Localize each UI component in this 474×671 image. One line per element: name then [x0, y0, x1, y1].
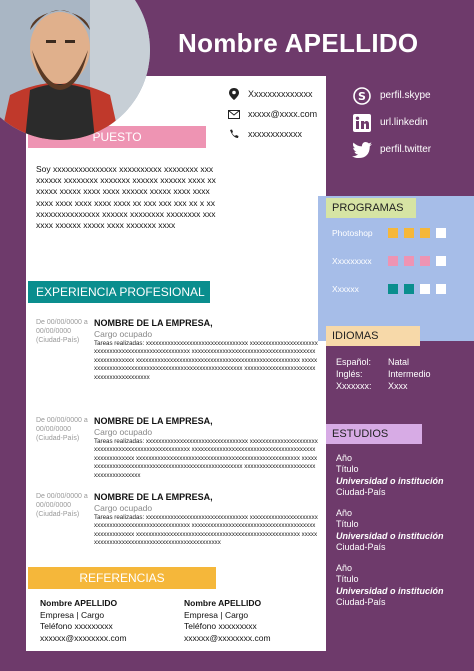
- contact-phone-text: Xxxxxxxxxxxxxx: [248, 89, 313, 99]
- experience-heading: EXPERIENCIA PROFESIONAL: [28, 281, 210, 303]
- skill-dot-filled: [388, 256, 398, 266]
- language-level: Natal: [388, 357, 410, 367]
- reference-name: Nombre APELLIDO: [40, 598, 118, 608]
- contact-extra-text: xxxxxxxxxxxx: [248, 129, 302, 139]
- education-entry: [336, 453, 444, 498]
- language-level: Intermedio: [388, 369, 431, 379]
- skill-dot-filled: [404, 256, 414, 266]
- puesto-heading: PUESTO: [28, 126, 206, 148]
- contact-email: [228, 104, 317, 124]
- reference-email[interactable]: xxxxxx@xxxxxxxx.com: [40, 632, 127, 643]
- job-description: Tareas realizadas: xxxxxxxxxxxxxxxxxxxxxxxxxxxxxxxxx xxxxxxxxxxxxxxxxxxxxxxxxxxxxxxxxxxxxxxxxxxxxxxxxxxxxx xxxxxxxxxxxxxxxxxxxxxxxxxxxxxxxxxxxxxxxxxxxxxxxxxxxxx xxxxxxxxxxxxxxxxxxxxxxxxxxxxxxxxxxxxxxxxxxxxxxxxxxxxx xxxxxxxxxxxxxxxxxxxxxxxxxxxxxxxxxxxxxxxxxxxxxx: [94, 514, 318, 547]
- skill-dot-filled: [420, 256, 430, 266]
- skill-dot-filled: [404, 228, 414, 238]
- language-name: Inglés:: [336, 369, 363, 379]
- job-role: Cargo ocupado: [94, 503, 153, 513]
- reference-email[interactable]: xxxxxx@xxxxxxxx.com: [184, 632, 271, 643]
- education-entry: [336, 563, 444, 608]
- social-twitter[interactable]: [352, 136, 431, 163]
- svg-text:S: S: [358, 89, 366, 103]
- profile-summary: Soy xxxxxxxxxxxxxxx xxxxxxxxxx xxxxxxxx xxxxxxxxx xxxxxxxx xxxxxxx xxxxxx xxxxxx xxxx xxxxxxx xxxxx xxxx xxxx xxxxxx xxxxx xxxx xxxx xxxx xxxx xxxx xxxx xxxx xx xxx xxx xxx xx x xxxxxxxxxxxxxxxxx xxxxxx xxxxxxxx xxxxxxxx xxxxxxx xxxxxx xxxxx xxxx xxxxxxx xxxx: [36, 164, 216, 231]
- job-description: Tareas realizadas: xxxxxxxxxxxxxxxxxxxxxxxxxxxxxxxxx xxxxxxxxxxxxxxxxxxxxxxxxxxxxxxxxxxxxxxxxxxxxxxxxxxxxx xxxxxxxxxxxxxxxxxxxxxxxxxxxxxxxxxxxxxxxxxxxxxxxxxxxxx xxxxxxxxxxxxxxxxxxxxxxxxxxxxxxxxxxxxxxxxxxxxxxxxxxxxx xxxxxxxxxxxxxxxxxxxxxxxxxxxxxxxxxxxxxxxxxxxxxxxxxxxxx xxxxxxxxxxxxxxxxxxxxxxxxxxxxxxxxxxxxxx: [94, 438, 318, 479]
- language-row: [336, 357, 409, 367]
- social-skype[interactable]: [352, 82, 431, 109]
- education-year: Año: [336, 508, 353, 518]
- program-name: Xxxxxxxxx: [332, 256, 372, 266]
- reference-company: Empresa | Cargo: [184, 609, 249, 620]
- job-body: [94, 492, 318, 548]
- language-name: Español:: [336, 357, 372, 367]
- program-level-dots: [388, 256, 452, 266]
- job-date: De 00/00/0000 a 00/00/0000 (Ciudad-País): [36, 493, 88, 518]
- contact-phone: [228, 84, 317, 104]
- mail-icon: [228, 108, 240, 120]
- language-name: Xxxxxxx:: [336, 381, 372, 391]
- contact-email-text[interactable]: xxxxx@xxxx.com: [248, 109, 318, 119]
- languages-heading: IDIOMAS: [326, 326, 420, 346]
- education-title: Título: [336, 464, 359, 475]
- job-role: Cargo ocupado: [94, 329, 153, 339]
- contact-extra: [228, 124, 317, 144]
- program-level-dots: [388, 228, 452, 238]
- programs-heading: PROGRAMAS: [326, 198, 416, 218]
- education-title: Título: [336, 574, 359, 585]
- reference-entry: [184, 598, 271, 644]
- education-entry: [336, 508, 444, 553]
- education-place: Ciudad-País: [336, 541, 386, 552]
- program-row: [332, 282, 452, 296]
- social-linkedin[interactable]: [352, 109, 431, 136]
- reference-name: Nombre APELLIDO: [184, 598, 262, 608]
- job-company: NOMBRE DE LA EMPRESA,: [94, 318, 213, 328]
- education-title: Título: [336, 519, 359, 530]
- language-row: [336, 381, 408, 391]
- candidate-name: Nombre APELLIDO: [178, 28, 419, 58]
- program-name: Xxxxxx: [332, 284, 359, 294]
- linkedin-text: url.linkedin: [380, 117, 428, 128]
- program-row: [332, 254, 452, 268]
- job-role: Cargo ocupado: [94, 427, 153, 437]
- skill-dot-empty: [436, 256, 446, 266]
- job-description: Tareas realizadas: xxxxxxxxxxxxxxxxxxxxxxxxxxxxxxxxx xxxxxxxxxxxxxxxxxxxxxxxxxxxxxxxxxxxxxxxxxxxxxxxxxxxxx xxxxxxxxxxxxxxxxxxxxxxxxxxxxxxxxxxxxxxxxxxxxxxxxxxxxx xxxxxxxxxxxxxxxxxxxxxxxxxxxxxxxxxxxxxxxxxxxxxxxxxxxxx xxxxxxxxxxxxxxxxxxxxxxxxxxxxxxxxxxxxxxxxxxxxxxxxxxxxx xxxxxxxxxxxxxxxxxxxxxxxxxxxxxxxxxxxxxxxxx: [94, 340, 318, 381]
- job-company: NOMBRE DE LA EMPRESA,: [94, 416, 213, 426]
- linkedin-icon: [352, 113, 372, 133]
- education-place: Ciudad-País: [336, 486, 386, 497]
- social-list: [352, 82, 431, 163]
- education-heading: ESTUDIOS: [326, 424, 422, 444]
- skill-dot-empty: [436, 284, 446, 294]
- education-school: Universidad o institución: [336, 585, 444, 596]
- location-pin-icon: [228, 88, 240, 100]
- contact-list: [228, 84, 317, 144]
- program-row: [332, 226, 452, 240]
- language-row: [336, 369, 431, 379]
- skype-text: perfil.skype: [380, 90, 431, 101]
- job-date: De 00/00/0000 a 00/00/0000 (Ciudad-País): [36, 417, 88, 442]
- job-date: De 00/00/0000 a 00/00/0000 (Ciudad-País): [36, 319, 88, 344]
- education-school: Universidad o institución: [336, 475, 444, 486]
- job-body: [94, 318, 318, 382]
- education-year: Año: [336, 563, 353, 573]
- education-school: Universidad o institución: [336, 530, 444, 541]
- job-company: NOMBRE DE LA EMPRESA,: [94, 492, 213, 502]
- skill-dot-filled: [420, 228, 430, 238]
- education-place: Ciudad-País: [336, 596, 386, 607]
- skype-icon: [352, 86, 372, 106]
- twitter-text: perfil.twitter: [380, 144, 432, 155]
- program-level-dots: [388, 284, 452, 294]
- education-year: Año: [336, 453, 353, 463]
- reference-entry: [40, 598, 127, 644]
- skill-dot-filled: [388, 228, 398, 238]
- reference-phone: Teléfono xxxxxxxxx: [40, 621, 113, 631]
- skill-dot-empty: [420, 284, 430, 294]
- reference-phone: Teléfono xxxxxxxxx: [184, 621, 257, 631]
- twitter-icon: [352, 140, 372, 160]
- reference-company: Empresa | Cargo: [40, 609, 105, 620]
- skill-dot-filled: [404, 284, 414, 294]
- language-level: Xxxx: [388, 381, 408, 391]
- references-heading: REFERENCIAS: [28, 567, 216, 589]
- job-body: [94, 416, 318, 480]
- skill-dot-filled: [388, 284, 398, 294]
- phone-icon: [228, 128, 240, 140]
- skill-dot-empty: [436, 228, 446, 238]
- program-name: Photoshop: [332, 228, 373, 238]
